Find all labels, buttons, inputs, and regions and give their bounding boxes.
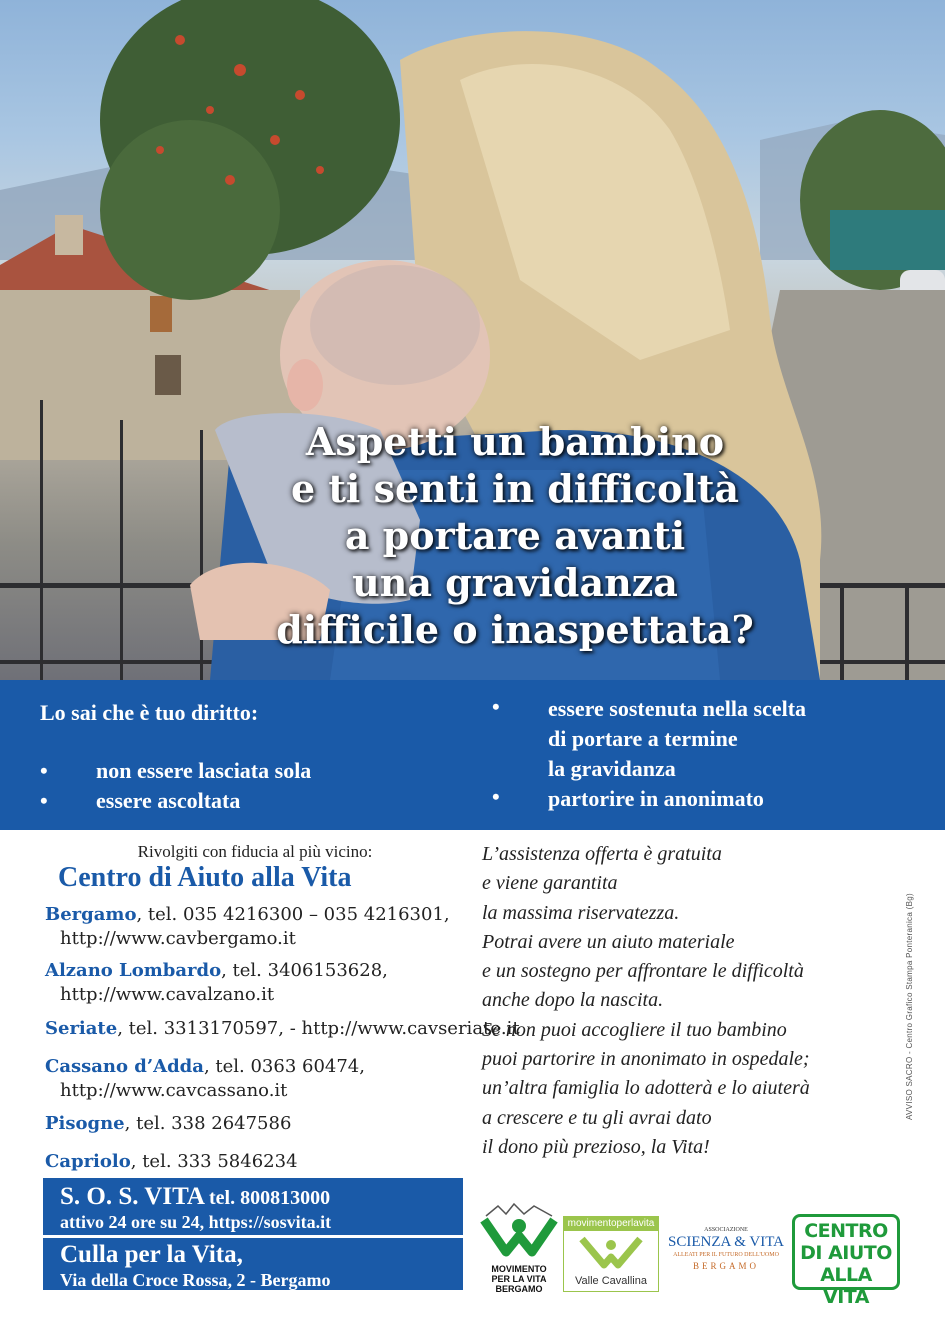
- city-details: , tel. 035 4216300 – 035 4216301,: [136, 904, 450, 925]
- cav-logo-line: ALLA VITA: [820, 1264, 872, 1308]
- city-url[interactable]: http://www.cavalzano.it: [60, 984, 275, 1005]
- rights-intro: Lo sai che è tuo diritto:: [40, 700, 259, 725]
- bullet-icon: •: [492, 784, 500, 809]
- info-line: puoi partorire in anonimato in ospedale;: [482, 1048, 810, 1071]
- city-details: , tel. 3313170597, - http://www.cavseriate.it: [117, 1018, 520, 1039]
- right-item-label: di portare a termine: [548, 726, 738, 751]
- location-alzano: [45, 959, 388, 1007]
- sos-name: S. O. S. VITA: [60, 1183, 205, 1210]
- location-seriate: [45, 1017, 520, 1041]
- city-name: Bergamo: [45, 904, 137, 925]
- city-details: , tel. 0363 60474,: [203, 1056, 365, 1077]
- info-line: Se non puoi accogliere il tuo bambino: [482, 1018, 787, 1041]
- city-name: Alzano Lombardo: [45, 960, 222, 981]
- sos-vita-box: [43, 1178, 463, 1235]
- sv-top: ASSOCIAZIONE: [704, 1227, 748, 1233]
- sv-city: BERGAMO: [692, 1261, 759, 1271]
- cav-logo-line: DI AIUTO: [800, 1242, 892, 1264]
- location-capriolo: [45, 1150, 298, 1174]
- mpvc-header: movimentoperlavita: [564, 1217, 658, 1231]
- sos-tel[interactable]: tel. 800813000: [208, 1187, 331, 1209]
- city-url[interactable]: http://www.cavcassano.it: [60, 1080, 288, 1101]
- info-line: il dono più prezioso, la Vita!: [482, 1135, 710, 1158]
- info-line: e viene garantita: [482, 872, 618, 895]
- mpv-logo-line: BERGAMO: [495, 1284, 543, 1294]
- logo-movimento-valle-cavallina: [563, 1216, 659, 1292]
- info-text: [482, 840, 902, 1162]
- right-item-label: partorire in anonimato: [548, 786, 764, 811]
- mpv-logo-text: [478, 1264, 560, 1294]
- city-name: Capriolo: [45, 1151, 131, 1172]
- mpv-logo-line: MOVIMENTO: [491, 1264, 547, 1274]
- right-item-label: la gravidanza: [548, 756, 676, 781]
- right-item-label: essere sostenuta nella scelta: [548, 696, 807, 721]
- location-pisogne: [45, 1112, 291, 1136]
- info-line: un’altra famiglia lo adotterà e lo aiuterà: [482, 1077, 810, 1100]
- info-line: Potrai avere un aiuto materiale: [482, 930, 735, 953]
- cav-logo-line: CENTRO: [804, 1220, 888, 1242]
- info-line: la massima riservatezza.: [482, 901, 680, 924]
- right-item-label: essere ascoltata: [96, 788, 241, 813]
- info-line: e un sostegno per affrontare le difficoltà: [482, 960, 804, 983]
- bullet-icon: •: [40, 758, 48, 783]
- city-details: , tel. 333 5846234: [130, 1151, 298, 1172]
- bullet-icon: •: [40, 788, 48, 813]
- info-line: L’assistenza offerta è gratuita: [482, 843, 722, 865]
- culla-box: [43, 1238, 463, 1290]
- headline: [200, 418, 830, 653]
- mpvc-footer: Valle Cavallina: [575, 1275, 647, 1287]
- city-url[interactable]: http://www.cavbergamo.it: [60, 928, 296, 949]
- logo-scienza-e-vita: [667, 1226, 785, 1288]
- headline-line: Aspetti un bambino: [305, 419, 725, 464]
- location-cassano: [45, 1055, 365, 1103]
- cav-title: Centro di Aiuto alla Vita: [58, 862, 352, 893]
- mpvc-logo-icon: [564, 1231, 658, 1271]
- city-name: Seriate: [45, 1018, 118, 1039]
- city-name: Pisogne: [45, 1113, 125, 1134]
- sos-details: attivo 24 ore su 24, https://sosvita.it: [60, 1212, 332, 1232]
- headline-line: una gravidanza: [352, 560, 678, 605]
- bullet-icon: •: [492, 694, 500, 719]
- culla-address: Via della Croce Rossa, 2 - Bergamo: [60, 1270, 331, 1290]
- headline-line: difficile o inaspettata?: [276, 607, 754, 652]
- culla-name: Culla per la Vita,: [60, 1241, 243, 1268]
- mpv-logo-line: PER LA VITA: [491, 1274, 547, 1284]
- logo-centro-aiuto-vita: [792, 1214, 900, 1308]
- city-details: , tel. 338 2647586: [124, 1113, 292, 1134]
- info-line: a crescere e tu gli avrai dato: [482, 1106, 712, 1129]
- city-details: , tel. 3406153628,: [221, 960, 388, 981]
- right-item-label: non essere lasciata sola: [96, 758, 312, 783]
- headline-line: a portare avanti: [344, 513, 686, 558]
- location-bergamo: [45, 903, 450, 951]
- sv-sub: ALLEATI PER IL FUTURO DELL'UOMO: [673, 1252, 779, 1258]
- sv-name: SCIENZA & VITA: [667, 1234, 785, 1250]
- printer-note: AVVISO SACRO - Centro Grafico Stampa Ponteranica (Bg): [905, 893, 914, 1120]
- logo-movimento-per-la-vita-bergamo: [478, 1202, 560, 1300]
- city-name: Cassano d’Adda: [45, 1056, 204, 1077]
- info-line: anche dopo la nascita.: [482, 989, 664, 1012]
- contacts-intro: Rivolgiti con fiducia al più vicino:: [137, 842, 373, 861]
- mpv-logo-icon: [478, 1202, 560, 1264]
- headline-line: e ti senti in difficoltà: [290, 466, 740, 511]
- rights-band: [0, 680, 945, 830]
